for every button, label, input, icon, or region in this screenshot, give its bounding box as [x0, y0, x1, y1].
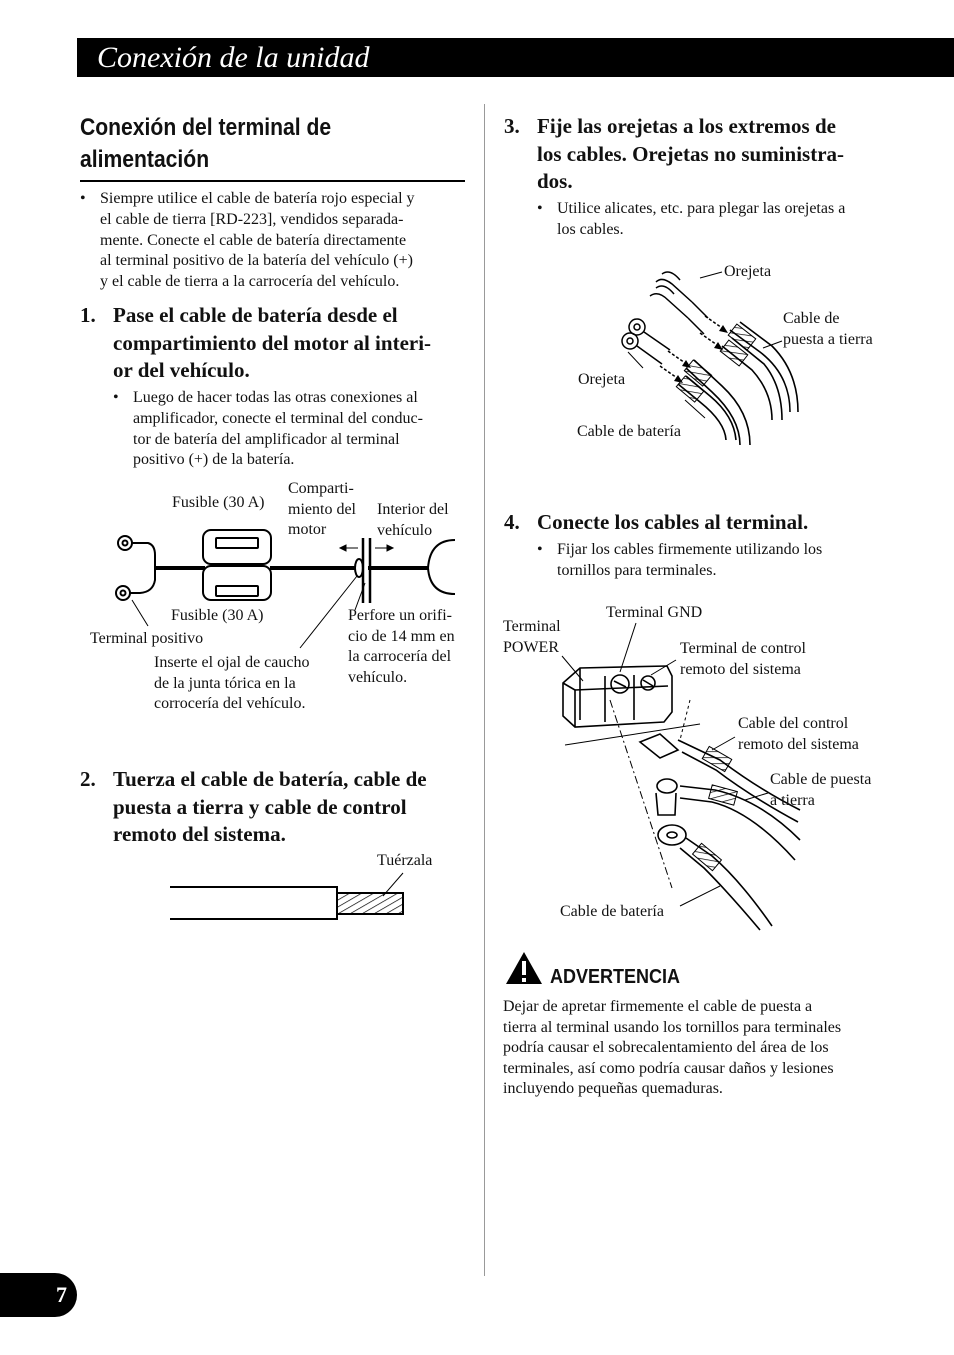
label-fuse-bottom: Fusible (30 A)	[171, 607, 264, 624]
step-line: or del vehículo.	[113, 358, 250, 382]
note-line: positivo (+) de la batería.	[133, 451, 295, 469]
note-line: Luego de hacer todas las otras conexiones al	[133, 389, 418, 406]
warning-line: terminales, así como podría causar daños y lesiones	[503, 1059, 834, 1077]
label-line: POWER	[503, 638, 559, 656]
section-title: Conexión del terminal de alimentación	[80, 114, 332, 173]
intro-line: y el cable de tierra a la carrocería del vehículo.	[100, 273, 400, 291]
step-line: Tuerza el cable de batería, cable de	[113, 767, 427, 791]
warning-body	[503, 997, 893, 1100]
note-line: los cables.	[557, 220, 624, 238]
bullet-dot: •	[80, 190, 86, 207]
label-line: remoto del sistema	[738, 735, 859, 753]
label-remote-terminal	[680, 639, 806, 680]
note-line: Fijar los cables firmemente utilizando los	[557, 541, 823, 558]
label-line: Comparti-	[288, 480, 354, 497]
step-number: 3.	[504, 114, 520, 138]
label-fuse-top: Fusible (30 A)	[172, 494, 265, 511]
step-number: 4.	[504, 510, 520, 534]
note-line: tornillos para terminales.	[557, 561, 717, 579]
warning-line: tierra al terminal usando los tornillos para terminales	[503, 1018, 842, 1036]
warning-title: ADVERTENCIA	[550, 966, 681, 988]
label-line: corrocería del vehículo.	[154, 695, 306, 712]
label-battery-cable: Cable de batería	[577, 423, 681, 440]
step-line: puesta a tierra y cable de control	[113, 794, 407, 819]
step-line: Pase el cable de batería desde el	[113, 303, 398, 327]
step-line: los cables. Orejetas no suministra-	[537, 141, 845, 166]
label-battery-cable: Cable de batería	[560, 903, 664, 920]
label-lug-left: Orejeta	[578, 371, 626, 388]
page-title: Conexión de la unidad	[97, 41, 370, 74]
step-number: 1.	[80, 303, 96, 327]
label-line: Cable de puesta	[770, 771, 872, 788]
label-line: cio de 14 mm en	[348, 627, 455, 645]
page-number: 7	[56, 1282, 67, 1307]
bullet-dot: •	[537, 200, 543, 217]
step-line: remoto del sistema.	[113, 822, 286, 846]
label-line: vehículo	[377, 521, 433, 539]
label-ground-cable	[770, 770, 871, 811]
bullet-dot: •	[113, 389, 119, 406]
screw-icon	[657, 779, 677, 793]
note-line: tor de batería del amplificador al terminal	[133, 430, 400, 448]
label-line: motor	[288, 521, 327, 538]
step-line: Conecte los cables al terminal.	[537, 510, 809, 534]
ring-lug-icon	[658, 825, 686, 845]
step-number: 2.	[80, 767, 96, 791]
intro-line: el cable de tierra [RD-223], vendidos separada-	[100, 210, 404, 228]
label-positive-terminal: Terminal positivo	[90, 630, 204, 647]
label-line: puesta a tierra	[783, 330, 873, 348]
page-number-tab	[0, 1273, 77, 1317]
label-remote-cable	[738, 714, 859, 755]
warning-line: incluyendo pequeñas quemaduras.	[503, 1080, 723, 1098]
bullet-dot: •	[537, 541, 543, 558]
warning-line: podría causar el sobrecalentamiento del área de los	[503, 1039, 829, 1057]
label-line: a tierra	[770, 791, 815, 809]
warning-line: Dejar de apretar firmemente el cable de puesta a	[503, 998, 813, 1015]
label-twist: Tuérzala	[377, 852, 433, 869]
label-line: Perfore un orifi-	[348, 607, 452, 624]
label-line: miento del	[288, 500, 356, 518]
step-line: dos.	[537, 169, 573, 193]
label-line: vehículo.	[348, 668, 408, 686]
step-line: compartimiento del motor al interi-	[113, 330, 432, 355]
fork-lug-icon	[640, 734, 678, 758]
label-lug-top: Orejeta	[724, 263, 772, 280]
label-line: Cable de	[783, 310, 840, 327]
note-line: Utilice alicates, etc. para plegar las orejetas a	[557, 200, 846, 217]
label-power-terminal	[503, 617, 561, 658]
label-line: remoto del sistema	[680, 660, 801, 678]
intro-line: Siempre utilice el cable de batería rojo especial y	[100, 190, 415, 207]
intro-line: mente. Conecte el cable de batería directamente	[100, 231, 407, 249]
warning-icon	[504, 950, 544, 986]
label-line: la carrocería del	[348, 648, 452, 665]
note-line: amplificador, conecte el terminal del conduc-	[133, 409, 423, 427]
intro-line: al terminal positivo de la batería del vehículo (+)	[100, 252, 413, 270]
label-line: Terminal	[503, 618, 561, 635]
label-line: Inserte el ojal de caucho	[154, 654, 310, 671]
label-line: Terminal de control	[680, 640, 806, 657]
label-gnd-terminal: Terminal GND	[606, 604, 703, 621]
label-line: Cable del control	[738, 715, 849, 732]
step-line: Fije las orejetas a los extremos de	[537, 114, 836, 138]
label-line: de la junta tórica en la	[154, 674, 296, 692]
label-line: Interior del	[377, 501, 449, 518]
